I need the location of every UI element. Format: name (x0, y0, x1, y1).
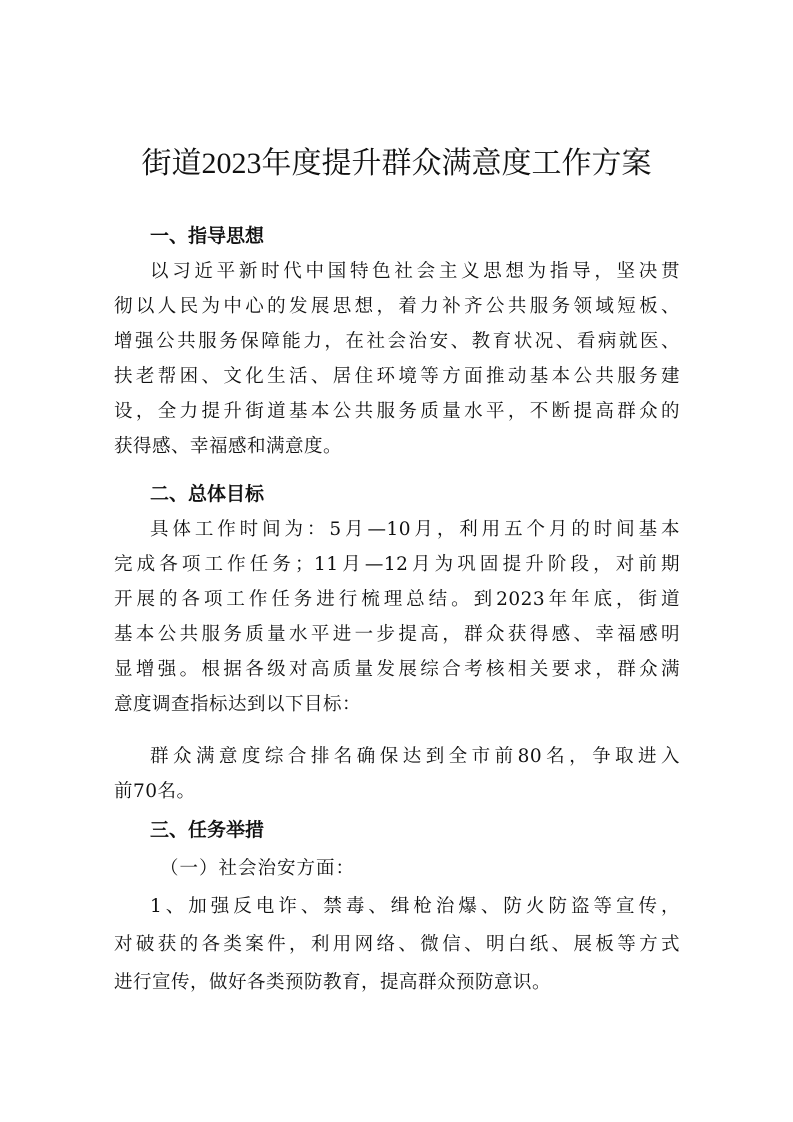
paragraph-line: 显增强。根据各级对高质量发展综合考核相关要求，群众满 (114, 659, 680, 680)
paragraph-line: 开展的各项工作任务进行梳理总结。到2023年年底，街道 (114, 589, 680, 610)
paragraph-line: 以习近平新时代中国特色社会主义思想为指导，坚决贯 (150, 261, 680, 282)
section-heading-task-measures: 三、任务举措 (150, 819, 265, 841)
section-heading-guiding-ideology: 一、指导思想 (150, 225, 265, 247)
subsection-heading-public-security: （一）社会治安方面： (160, 858, 356, 879)
paragraph-line: 群众满意度综合排名确保达到全市前80名，争取进入 (150, 746, 680, 767)
paragraph-line: 完成各项工作任务；11月—12月为巩固提升阶段，对前期 (114, 554, 680, 575)
paragraph-line: 增强公共服务保障能力，在社会治安、教育状况、看病就医、 (114, 331, 680, 352)
paragraph-line: 进行宣传，做好各类预防教育，提高群众预防意识。 (114, 972, 552, 993)
paragraph-line: 意度调查指标达到以下目标： (114, 694, 362, 715)
paragraph-line: 设，全力提升街道基本公共服务质量水平，不断提高群众的 (114, 401, 680, 422)
document-title: 街道2023年度提升群众满意度工作方案 (141, 147, 652, 180)
paragraph-line: 获得感、幸福感和满意度。 (114, 436, 343, 457)
paragraph-line: 基本公共服务质量水平进一步提高，群众获得感、幸福感明 (114, 624, 680, 645)
paragraph-line: 彻以人民为中心的发展思想，着力补齐公共服务领域短板、 (114, 296, 680, 317)
paragraph-line: 具体工作时间为：5月—10月，利用五个月的时间基本 (150, 519, 680, 540)
section-heading-overall-goals: 二、总体目标 (150, 483, 265, 505)
paragraph-line: 对破获的各类案件，利用网络、微信、明白纸、展板等方式 (114, 934, 680, 955)
paragraph-line: 前70名。 (114, 781, 196, 802)
paragraph-line: 1、加强反电诈、禁毒、缉枪治爆、防火防盗等宣传， (150, 896, 680, 917)
paragraph-line: 扶老帮困、文化生活、居住环境等方面推动基本公共服务建 (114, 366, 680, 387)
